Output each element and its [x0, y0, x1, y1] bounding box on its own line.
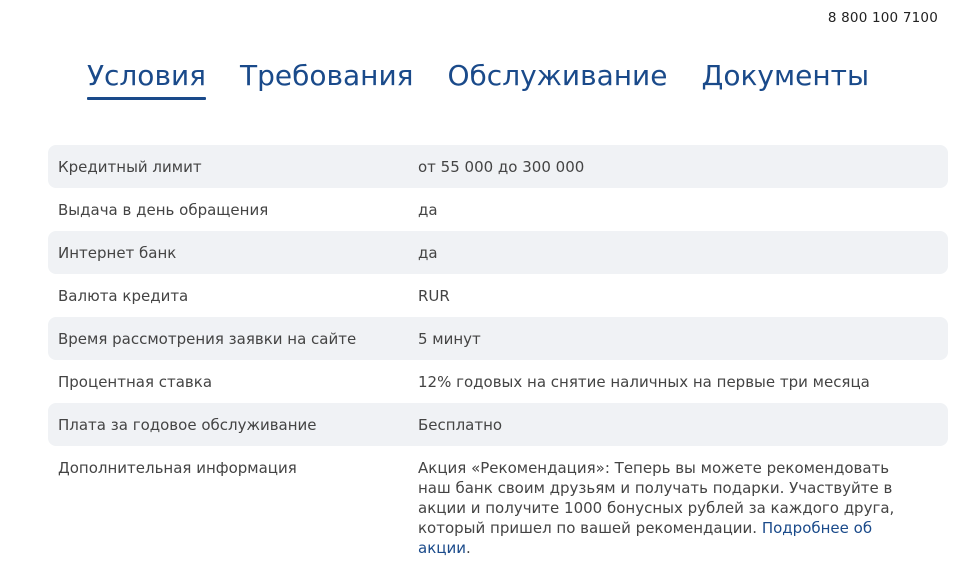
- promo-suffix: .: [465, 539, 471, 557]
- conditions-table: [48, 145, 948, 558]
- tab-service[interactable]: Обслуживание: [447, 59, 668, 92]
- row-label: Дополнительная информация: [58, 459, 297, 477]
- row-label: Кредитный лимит: [58, 158, 202, 176]
- tab-requirements[interactable]: Требования: [239, 59, 414, 92]
- table-row: [48, 403, 948, 446]
- tab-bar: [0, 56, 956, 96]
- row-label: Процентная ставка: [58, 373, 213, 391]
- row-value: 5 минут: [418, 330, 481, 348]
- tab-documents[interactable]: Документы: [701, 59, 870, 92]
- row-label: Валюта кредита: [58, 287, 189, 305]
- row-label: Плата за годовое обслуживание: [58, 416, 317, 434]
- table-row: [48, 360, 948, 403]
- tab-conditions[interactable]: Условия: [87, 56, 206, 96]
- table-row: [48, 274, 948, 317]
- row-value: 12% годовых на снятие наличных на первые три месяца: [418, 373, 870, 391]
- promo-text: Акция «Рекомендация»: Теперь вы можете рекомендовать наш банк своим друзьям и получать подарки. Участвуйте в акции и получите 1000 бонусных рублей за каждого друга, который пришел по вашей рекомендации.: [418, 459, 895, 537]
- promo-details-link[interactable]: Подробнее об акции: [418, 519, 873, 557]
- row-value: да: [418, 201, 438, 219]
- row-label: Время рассмотрения заявки на сайте: [58, 330, 357, 348]
- row-value: от 55 000 до 300 000: [418, 158, 585, 176]
- row-value: Бесплатно: [418, 416, 503, 434]
- table-row: [48, 145, 948, 188]
- phone-number[interactable]: 8 800 100 7100: [827, 10, 938, 26]
- row-label: Выдача в день обращения: [58, 201, 269, 219]
- row-value: RUR: [418, 287, 450, 305]
- row-label: Интернет банк: [58, 244, 177, 262]
- table-row: [48, 231, 948, 274]
- table-row: [48, 317, 948, 360]
- row-value: да: [418, 244, 438, 262]
- table-row: [48, 188, 948, 231]
- table-row: [48, 446, 948, 558]
- row-value: [418, 458, 948, 558]
